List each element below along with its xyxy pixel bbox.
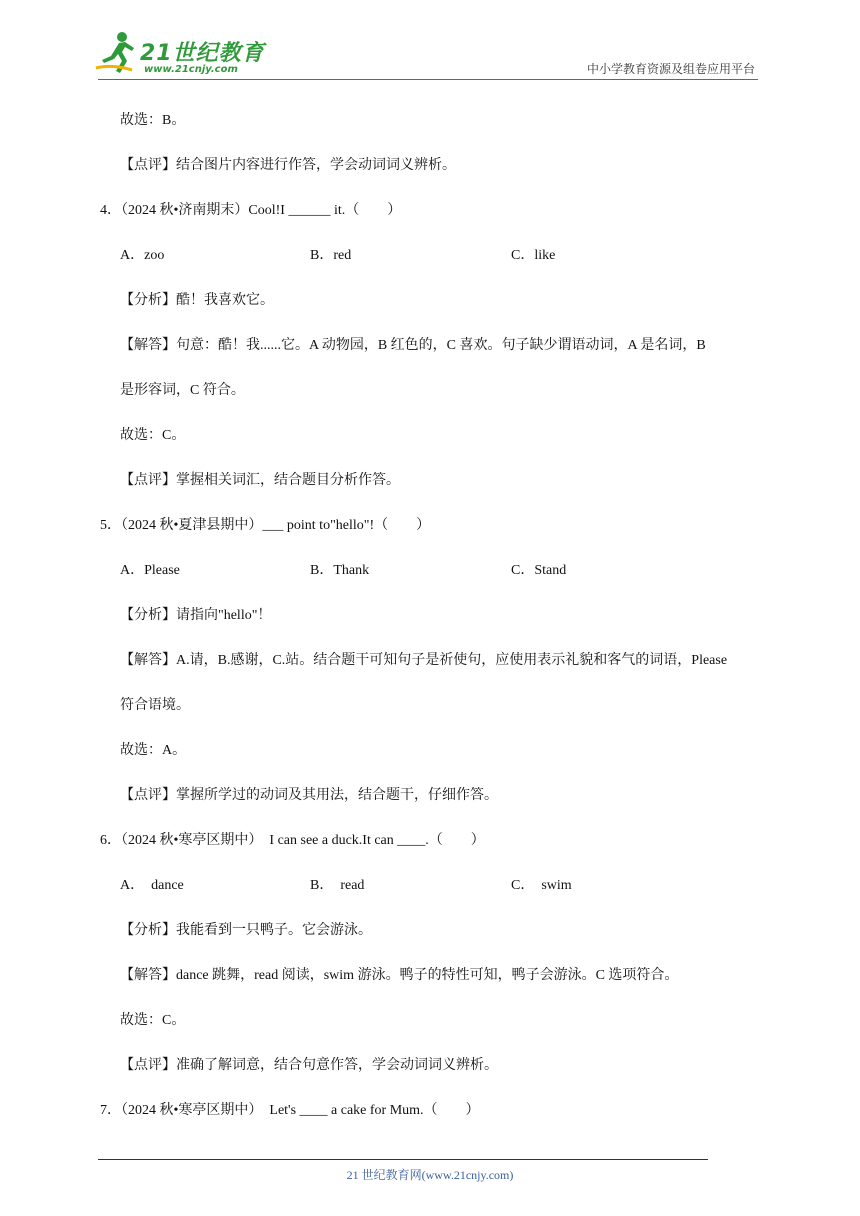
page-header bbox=[0, 0, 860, 80]
logo-url: www.21cnjy.com bbox=[144, 64, 238, 75]
runner-logo-icon bbox=[92, 30, 138, 76]
q6-option-a: A． dance bbox=[120, 878, 184, 893]
q6-option-b: B． read bbox=[310, 878, 365, 893]
q4-comment: 【点评】掌握相关词汇，结合题目分析作答。 bbox=[120, 473, 400, 488]
question-5: 5．（2024 秋•夏津县期中）___ point to"hello"!（ ） bbox=[100, 518, 431, 533]
question-7: 7．（2024 秋•寒亭区期中） Let's ____ a cake for Mum.（ ） bbox=[100, 1103, 480, 1118]
q4-solution-2: 是形容词，C 符合。 bbox=[120, 383, 245, 398]
q6-answer: 故选：C。 bbox=[120, 1013, 186, 1028]
q4-answer: 故选：C。 bbox=[120, 428, 186, 443]
q5-analysis: 【分析】请指向"hello"！ bbox=[120, 608, 272, 623]
comment-line: 【点评】结合图片内容进行作答，学会动词词义辨析。 bbox=[120, 158, 456, 173]
platform-title: 中小学教育资源及组卷应用平台 bbox=[586, 62, 755, 76]
q4-analysis: 【分析】酷！我喜欢它。 bbox=[120, 293, 274, 308]
q5-option-c: C．Stand bbox=[511, 563, 567, 578]
q5-solution-1: 【解答】A.请，B.感谢，C.站。结合题干可知句子是祈使句，应使用表示礼貌和客气的词语，Please bbox=[120, 653, 728, 668]
q4-option-c: C．like bbox=[511, 248, 556, 263]
q5-option-a: A．Please bbox=[120, 563, 180, 578]
q6-solution: 【解答】dance 跳舞，read 阅读，swim 游泳。鸭子的特性可知，鸭子会游泳。C 选项符合。 bbox=[120, 968, 679, 983]
q6-option-c: C． swim bbox=[511, 878, 572, 893]
logo-text: 21世纪教育 bbox=[140, 41, 265, 66]
q5-answer: 故选：A。 bbox=[120, 743, 187, 758]
answer-line: 故选：B。 bbox=[120, 113, 186, 128]
q5-option-b: B．Thank bbox=[310, 563, 370, 578]
q5-comment: 【点评】掌握所学过的动词及其用法，结合题干，仔细作答。 bbox=[120, 788, 498, 803]
header-divider bbox=[98, 79, 758, 80]
q4-solution-1: 【解答】句意：酷！我......它。A 动物园，B 红色的，C 喜欢。句子缺少谓语动词，A 是名词，B bbox=[120, 338, 706, 353]
q4-option-a: A．zoo bbox=[120, 248, 165, 263]
question-4: 4．（2024 秋•济南期末）Cool!I ______ it.（ ） bbox=[100, 203, 402, 218]
footer-text: 21 世纪教育网(www.21cnjy.com) bbox=[346, 1168, 514, 1182]
q6-analysis: 【分析】我能看到一只鸭子。它会游泳。 bbox=[120, 923, 372, 938]
q5-solution-2: 符合语境。 bbox=[120, 698, 190, 713]
q4-option-b: B．red bbox=[310, 248, 352, 263]
site-logo bbox=[92, 30, 272, 78]
q6-comment: 【点评】准确了解词意，结合句意作答，学会动词词义辨析。 bbox=[120, 1058, 498, 1073]
question-6: 6．（2024 秋•寒亭区期中） I can see a duck.It can ____.（ ） bbox=[100, 833, 485, 848]
footer-divider bbox=[98, 1159, 708, 1160]
